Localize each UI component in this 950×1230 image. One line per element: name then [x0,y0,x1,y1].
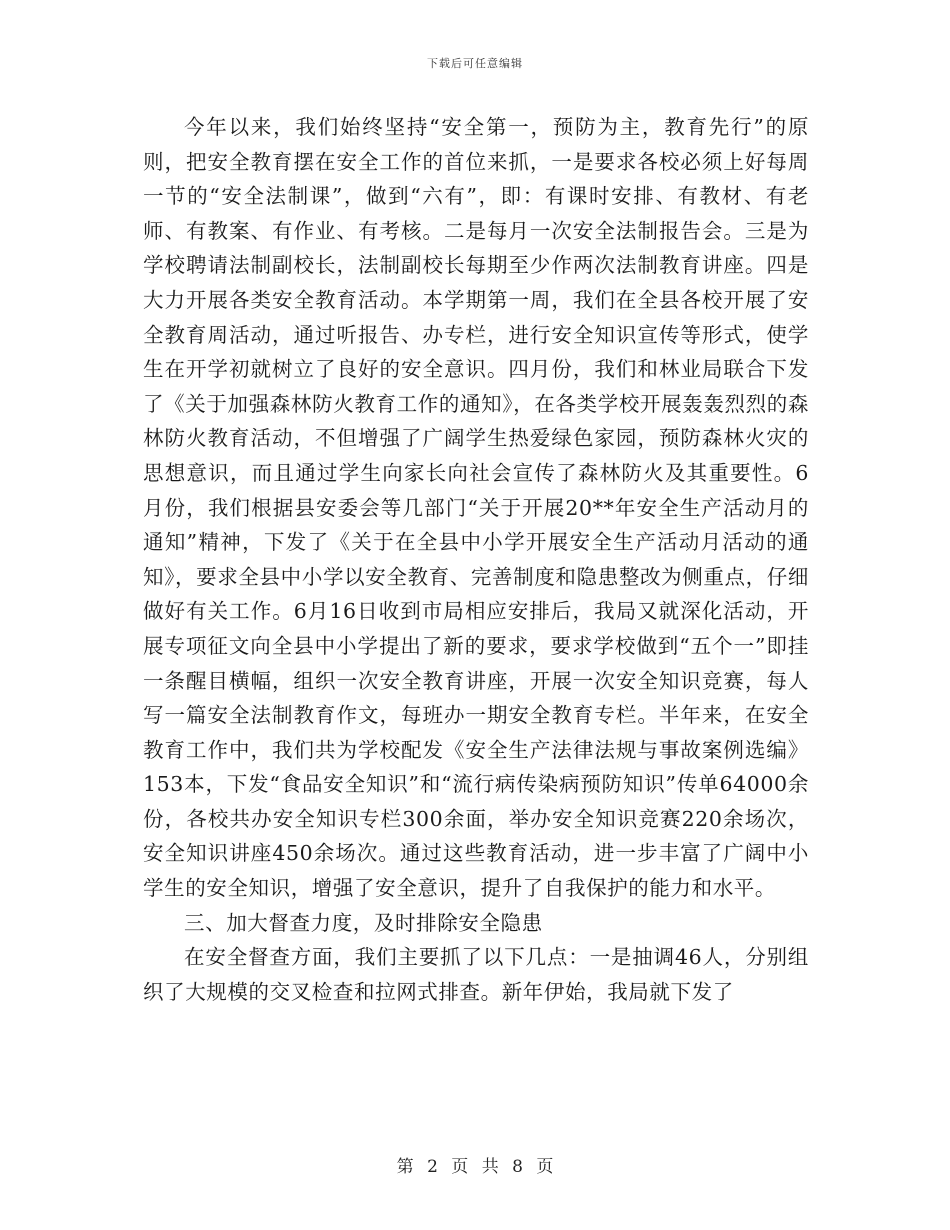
body-paragraph: 今年以来，我们始终坚持“安全第一，预防为主，教育先行”的原则，把安全教育摆在安全工作的首位来抓，一是要求各校必须上好每周一节的“安全法制课”，做到“六有”，即：有课时安排、有教材、有老师、有教案、有作业、有考核。二是每月一次安全法制报告会。三是为学校聘请法制副校长，法制副校长每期至少作两次法制教育讲座。四是大力开展各类安全教育活动。本学期第一周，我们在全县各校开展了安全教育周活动，通过听报告、办专栏，进行安全知识宣传等形式，使学生在开学初就树立了良好的安全意识。四月份，我们和林业局联合下发了《关于加强森林防火教育工作的通知》，在各类学校开展轰轰烈烈的森林防火教育活动，不但增强了广阔学生热爱绿色家园，预防森林火灾的思想意识，而且通过学生向家长向社会宣传了森林防火及其重要性。6月份，我们根据县安委会等几部门“关于开展20**年安全生产活动月的通知”精神，下发了《关于在全县中小学开展安全生产活动月活动的通知》，要求全县中小学以安全教育、完善制度和隐患整改为侧重点，仔细做好有关工作。6月16日收到市局相应安排后，我局又就深化活动，开展专项征文向全县中小学提出了新的要求，要求学校做到“五个一”即挂一条醒目横幅，组织一次安全教育讲座，开展一次安全知识竞赛，每人写一篇安全法制教育作文，每班办一期安全教育专栏。半年来，在安全教育工作中，我们共为学校配发《安全生产法律法规与事故案例选编》153本，下发“食品安全知识”和“流行病传染病预防知识”传单64000余份，各校共办安全知识专栏300余面，举办安全知识竞赛220余场次，安全知识讲座450余场次。通过这些教育活动，进一步丰富了广阔中小学生的安全知识，增强了安全意识，提升了自我保护的能力和水平。 [143,115,809,901]
page-header-note: 下载后可任意编辑 [427,57,523,70]
page-number-footer: 第 2 页 共 8 页 [396,1157,554,1177]
section-heading: 三、加大督查力度，及时排除安全隐患 [184,910,543,935]
body-paragraph: 在安全督查方面，我们主要抓了以下几点：一是抽调46人，分别组织了大规模的交叉检查和拉网式排查。新年伊始，我局就下发了 [143,945,809,1004]
document-body [143,110,809,1009]
